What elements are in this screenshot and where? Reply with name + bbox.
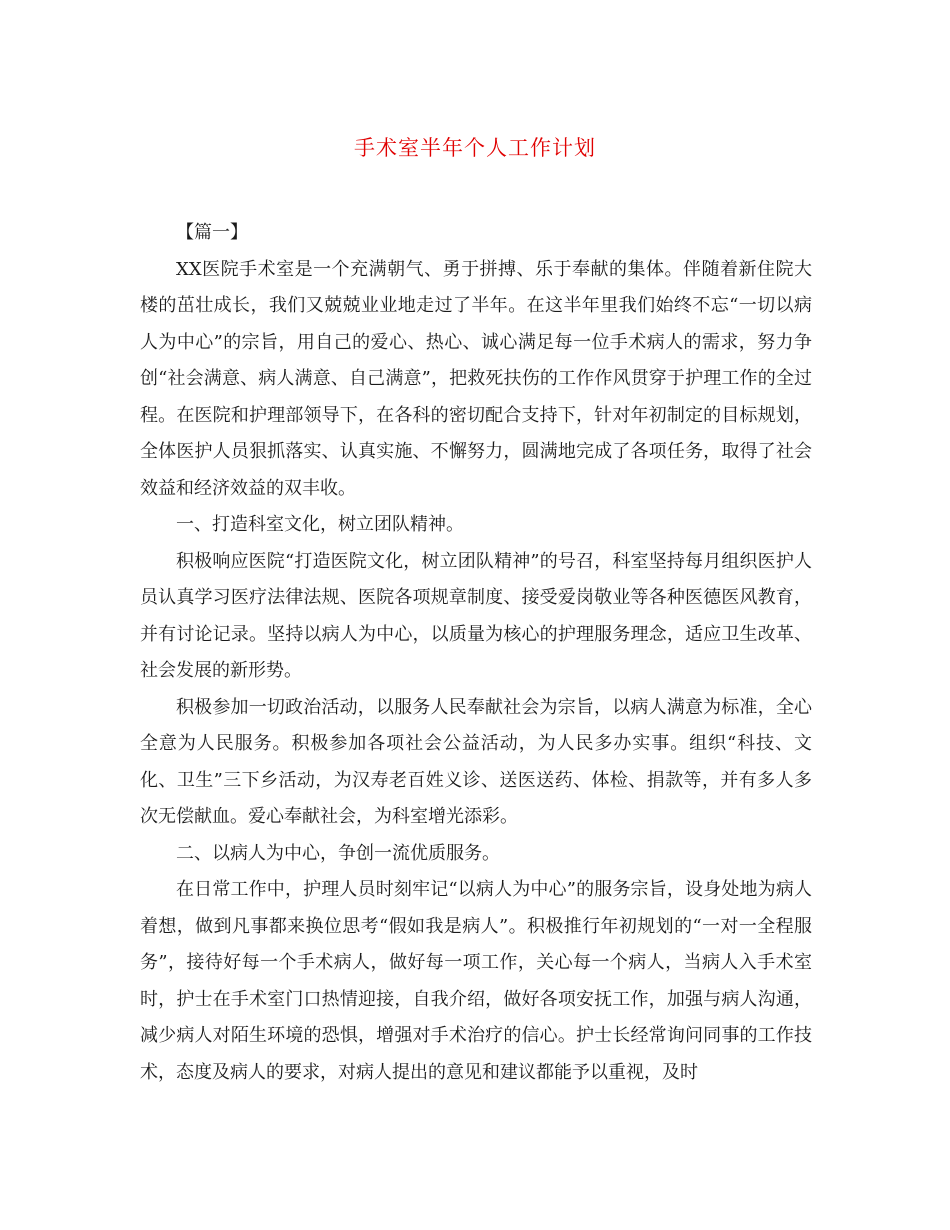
section-heading: 【篇一】 xyxy=(176,222,248,243)
document-body xyxy=(140,215,812,1091)
paragraph: 在日常工作中，护理人员时刻牢记“以病人为中心”的服务宗旨，设身处地为病人着想，做到凡事都来换位思考“假如我是病人”。积极推行年初规划的“一对一全程服务”，接待好每一个手术病人，做好每一项工作，关心每一个病人，当病人入手术室时，护士在手术室门口热情迎接，自我介绍，做好各项安抚工作，加强与病人沟通，减少病人对陌生环境的恐惧，增强对手术治疗的信心。护士长经常询问同事的工作技术，态度及病人的要求，对病人提出的意见和建议都能予以重视，及时 xyxy=(140,879,812,1083)
document-title: 手术室半年个人工作计划 xyxy=(354,136,596,160)
section-heading: 一、打造科室文化，树立团队精神。 xyxy=(176,514,464,535)
paragraph: XX医院手术室是一个充满朝气、勇于拼搏、乐于奉献的集体。伴随着新住院大楼的茁壮成长，我们又兢兢业业地走过了半年。在这半年里我们始终不忘“一切以病人为中心”的宗旨，用自己的爱心、热心、诚心满足每一位手术病人的需求，努力争创“社会满意、病人满意、自己满意”，把救死扶伤的工作作风贯穿于护理工作的全过程。在医院和护理部领导下，在各科的密切配合支持下，针对年初制定的目标规划，全体医护人员狠抓落实、认真实施、不懈努力，圆满地完成了各项任务，取得了社会效益和经济效益的双丰收。 xyxy=(140,258,812,499)
section-heading: 二、以病人为中心，争创一流优质服务。 xyxy=(176,842,500,864)
paragraph: 积极参加一切政治活动，以服务人民奉献社会为宗旨，以病人满意为标准，全心全意为人民服务。积极参加各项社会公益活动，为人民多办实事。组织“科技、文化、卫生”三下乡活动，为汉寿老百姓义诊、送医送药、体检、捐款等，并有多人多次无偿献血。爱心奉献社会，为科室增光添彩。 xyxy=(140,696,812,827)
paragraph: 积极响应医院“打造医院文化，树立团队精神”的号召，科室坚持每月组织医护人员认真学习医疗法律法规、医院各项规章制度、接受爱岗敬业等各种医德医风教育，并有讨论记录。坚持以病人为中心，以质量为核心的护理服务理念，适应卫生改革、社会发展的新形势。 xyxy=(140,550,812,681)
